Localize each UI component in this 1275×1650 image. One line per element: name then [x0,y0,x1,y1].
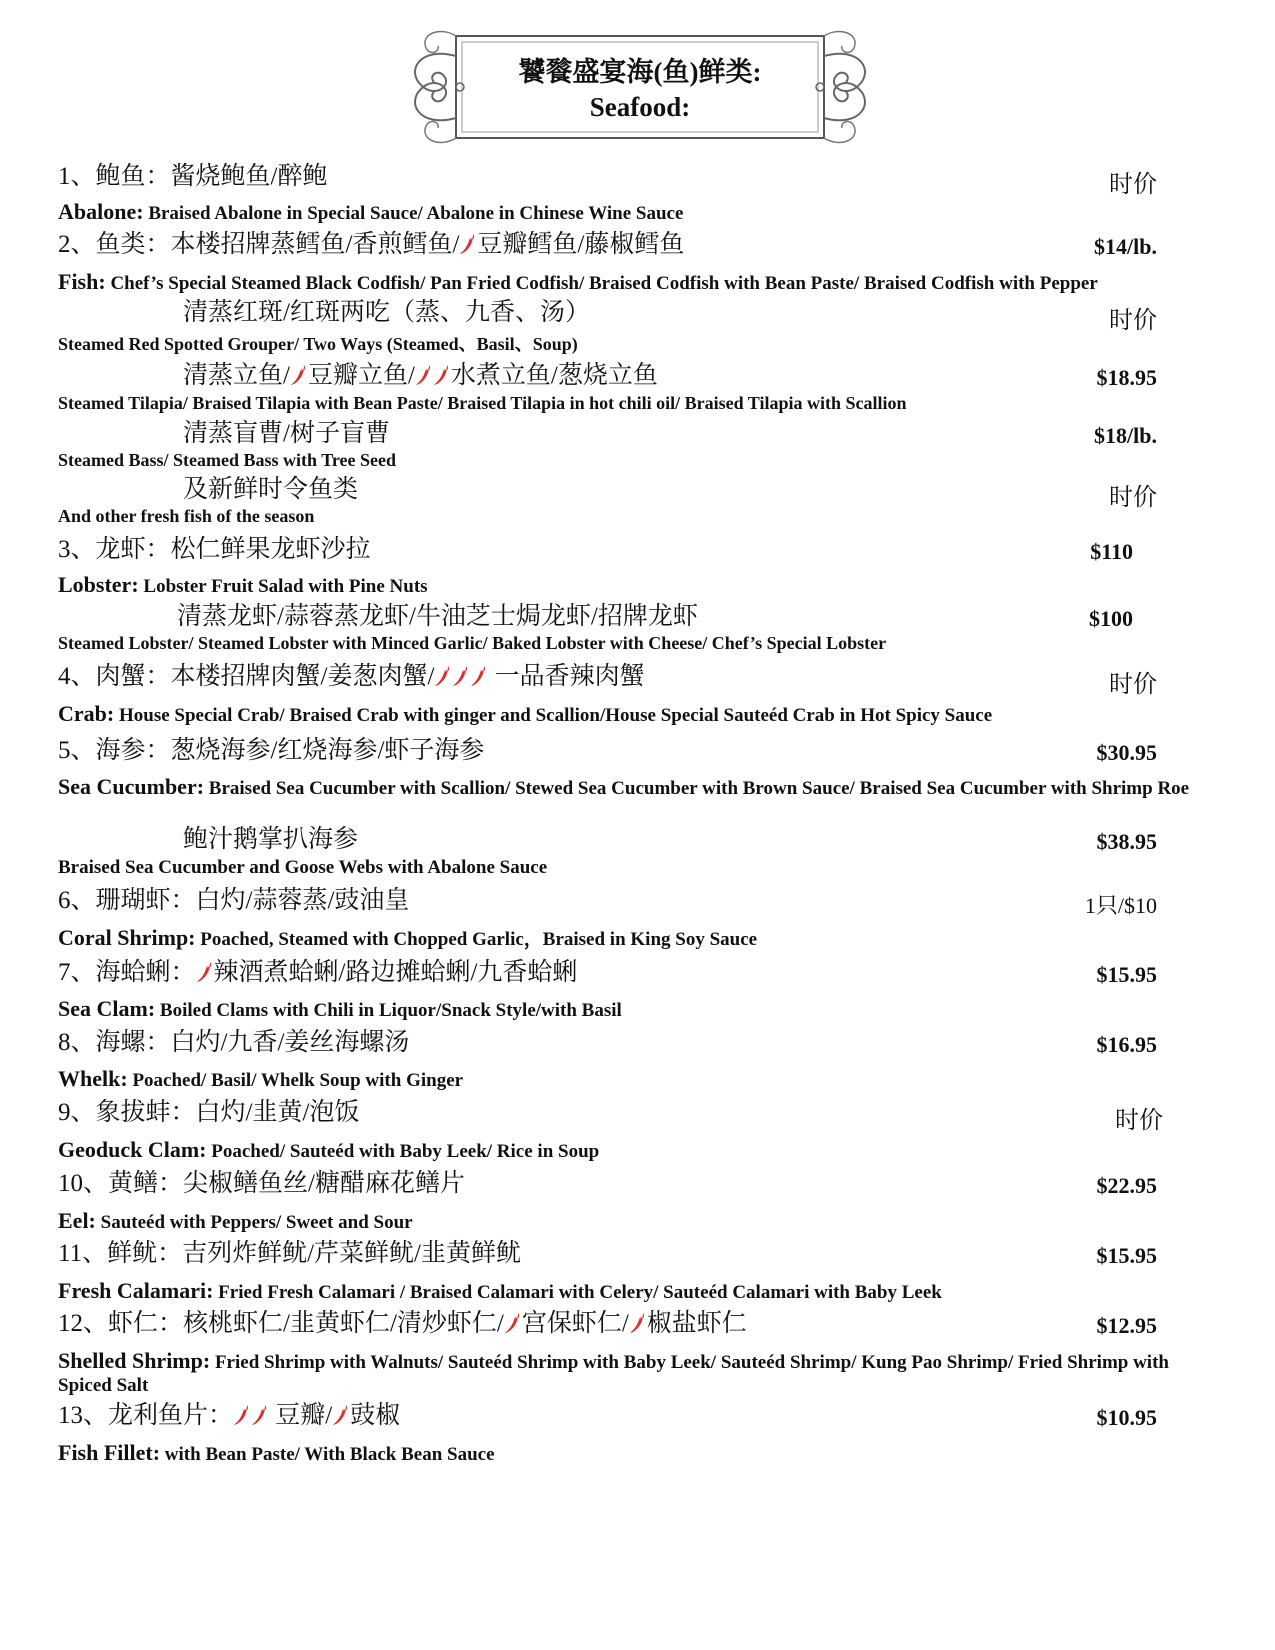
item-desc-en: Fried Fresh Calamari / Braised Calamari with Celery/ Sauteéd Calamari with Baby Leek [213,1282,942,1303]
item-zh: 3、龙虾：松仁鲜果龙虾沙拉 [58,536,371,563]
item-desc-en: Braised Sea Cucumber with Scallion/ Stewed Sea Cucumber with Brown Sauce/ Braised Sea Cucumber with Shrimp Roe [204,778,1190,799]
item-zh: 5、海参：葱烧海参/红烧海参/虾子海参 [58,737,485,764]
item-desc-en: Steamed Red Spotted Grouper/ Two Ways (Steamed、Basil、Soup) [58,334,578,354]
item-price: 1只/$10 [1084,893,1157,918]
item-zh-part: 水煮立鱼/葱烧立鱼 [450,362,658,389]
item-price: $15.95 [1096,962,1157,987]
item-price: 时价 [1109,308,1157,334]
item-category-en: Coral Shrimp: [58,925,196,950]
item-zh: 清蒸龙虾/蒜蓉蒸龙虾/牛油芝士焗龙虾/招牌龙虾 [177,603,698,630]
item-desc-en: Boiled Clams with Chili in Liquor/Snack Style/with Basil [155,1000,622,1021]
item-zh: 2、鱼类：本楼招牌蒸鳕鱼/香煎鳕鱼/ [58,231,460,258]
item-desc-en: Poached/ Sauteéd with Baby Leek/ Rice in Soup [206,1141,600,1162]
item-category-en: Crab: [58,701,115,726]
item-desc-en: Sauteéd with Peppers/ Sweet and Sour [95,1212,413,1233]
item-zh-part: 一品香辣肉蟹 [494,663,645,690]
item-category-en: Whelk: [58,1066,128,1091]
item-price: $110 [1090,539,1133,564]
item-category-en: Fish: [58,269,106,294]
item-price: $38.95 [1096,829,1157,854]
chili-pepper-icon [434,664,452,688]
item-zh: 11、鲜鱿：吉列炸鲜鱿/芹菜鲜鱿/韭黄鲜鱿 [58,1240,521,1267]
item-price: $18.95 [1096,365,1157,390]
chili-pepper-icon [452,664,470,688]
item-zh: 4、肉蟹：本楼招牌肉蟹/姜葱肉蟹/ [58,663,435,690]
item-zh: 清蒸盲曹/树子盲曹 [183,420,390,447]
item-price: $16.95 [1096,1032,1157,1057]
chili-pepper-icon [433,363,451,387]
item-desc-en: Chef’s Special Steamed Black Codfish/ Pan Fried Codfish/ Braised Codfish with Bean Paste/ Braised Codfish with Pepper [105,273,1098,294]
item-zh: 清蒸立鱼/ [183,362,290,389]
item-desc-en: Lobster Fruit Salad with Pine Nuts [138,576,428,597]
item-desc-en: Braised Sea Cucumber and Goose Webs with Abalone Sauce [58,857,548,878]
chili-pepper-icon [332,1403,350,1427]
item-category-en: Fish Fillet: [58,1440,161,1465]
item-price: $100 [1089,606,1133,631]
page-title-en: Seafood: [589,92,691,122]
item-price: 时价 [1109,485,1157,511]
item-desc-en: Fried Shrimp with Walnuts/ Sauteéd Shrimp with Baby Leek/ Sauteéd Shrimp/ Kung Pao Shrimp/ Fried Shrimp with Spiced Salt [58,1352,1169,1396]
item-desc-en: with Bean Paste/ With Black Bean Sauce [160,1444,495,1465]
item-price: 时价 [1109,672,1157,698]
item-desc-en: And other fresh fish of the season [58,506,315,526]
item-zh-part: 宫保虾仁/ [521,1310,629,1337]
item-price: $14/lb. [1094,234,1157,259]
item-zh: 鲍汁鹅掌扒海参 [183,826,359,853]
item-desc-en: Poached/ Basil/ Whelk Soup with Ginger [127,1070,464,1091]
item-price: 时价 [1115,1108,1163,1134]
item-category-en: Sea Cucumber: [58,774,205,799]
item-category-en: Shelled Shrimp: [58,1348,211,1373]
item-zh: 1、鲍鱼：酱烧鲍鱼/醉鲍 [58,163,328,190]
item-zh-part: 豆瓣立鱼/ [307,362,415,389]
item-zh-part: 豉椒 [350,1402,401,1429]
item-desc-en: Braised Abalone in Special Sauce/ Abalone in Chinese Wine Sauce [143,203,684,224]
chili-pepper-icon [504,1311,522,1335]
item-zh: 9、象拔蚌：白灼/韭黄/泡饭 [58,1099,360,1126]
item-category-en: Geoduck Clam: [58,1137,207,1162]
item-zh: 清蒸红斑/红斑两吃（蒸、九香、汤） [183,299,590,326]
item-price: $10.95 [1096,1405,1157,1430]
item-category-en: Sea Clam: [58,996,156,1021]
item-zh-part: 豆瓣鳕鱼/藤椒鳕鱼 [477,231,685,258]
item-category-en: Abalone: [58,199,144,224]
item-desc-en: House Special Crab/ Braised Crab with ginger and Scallion/House Special Sauteéd Crab in Hot Spicy Sauce [114,705,993,726]
item-category-en: Eel: [58,1208,96,1233]
chili-pepper-icon [629,1311,647,1335]
item-category-en: Fresh Calamari: [58,1278,214,1303]
item-zh: 6、珊瑚虾：白灼/蒜蓉蒸/豉油皇 [58,887,410,914]
item-zh: 12、虾仁：核桃虾仁/韭黄虾仁/清炒虾仁/ [58,1310,504,1337]
chili-pepper-icon [233,1403,251,1427]
chili-pepper-icon [459,232,477,256]
item-zh-part: 椒盐虾仁 [646,1310,747,1337]
chili-pepper-icon [251,1403,269,1427]
chili-pepper-icon [415,363,433,387]
item-price: $12.95 [1096,1313,1157,1338]
item-zh-part: 辣酒煮蛤蜊/路边摊蛤蜊/九香蛤蜊 [213,959,578,986]
item-desc-en: Poached, Steamed with Chopped Garlic，Braised in King Soy Sauce [195,929,758,950]
item-price: $22.95 [1096,1173,1157,1198]
item-desc-en: Steamed Bass/ Steamed Bass with Tree Seed [58,450,397,470]
item-zh: 8、海螺：白灼/九香/姜丝海螺汤 [58,1029,410,1056]
chili-pepper-icon [196,960,214,984]
item-zh-part: 豆瓣/ [275,1402,333,1429]
item-zh: 7、海蛤蜊： [58,959,196,986]
item-desc-en: Steamed Lobster/ Steamed Lobster with Minced Garlic/ Baked Lobster with Cheese/ Chef’s Special Lobster [58,633,887,653]
item-category-en: Lobster: [58,572,139,597]
item-price: 时价 [1109,172,1157,198]
item-price: $30.95 [1096,740,1157,765]
page-title-zh: 饕餮盛宴海(鱼)鲜类: [518,57,762,87]
chili-pepper-icon [290,363,308,387]
item-price: $18/lb. [1094,423,1157,448]
item-zh: 13、龙利鱼片： [58,1402,234,1429]
item-zh: 10、黄鳝：尖椒鳝鱼丝/糖醋麻花鳝片 [58,1170,465,1197]
item-zh: 及新鲜时令鱼类 [183,476,359,503]
item-price: $15.95 [1096,1243,1157,1268]
chili-pepper-icon [470,664,488,688]
item-desc-en: Steamed Tilapia/ Braised Tilapia with Bean Paste/ Braised Tilapia in hot chili oil/ Braised Tilapia with Scallion [58,393,907,413]
